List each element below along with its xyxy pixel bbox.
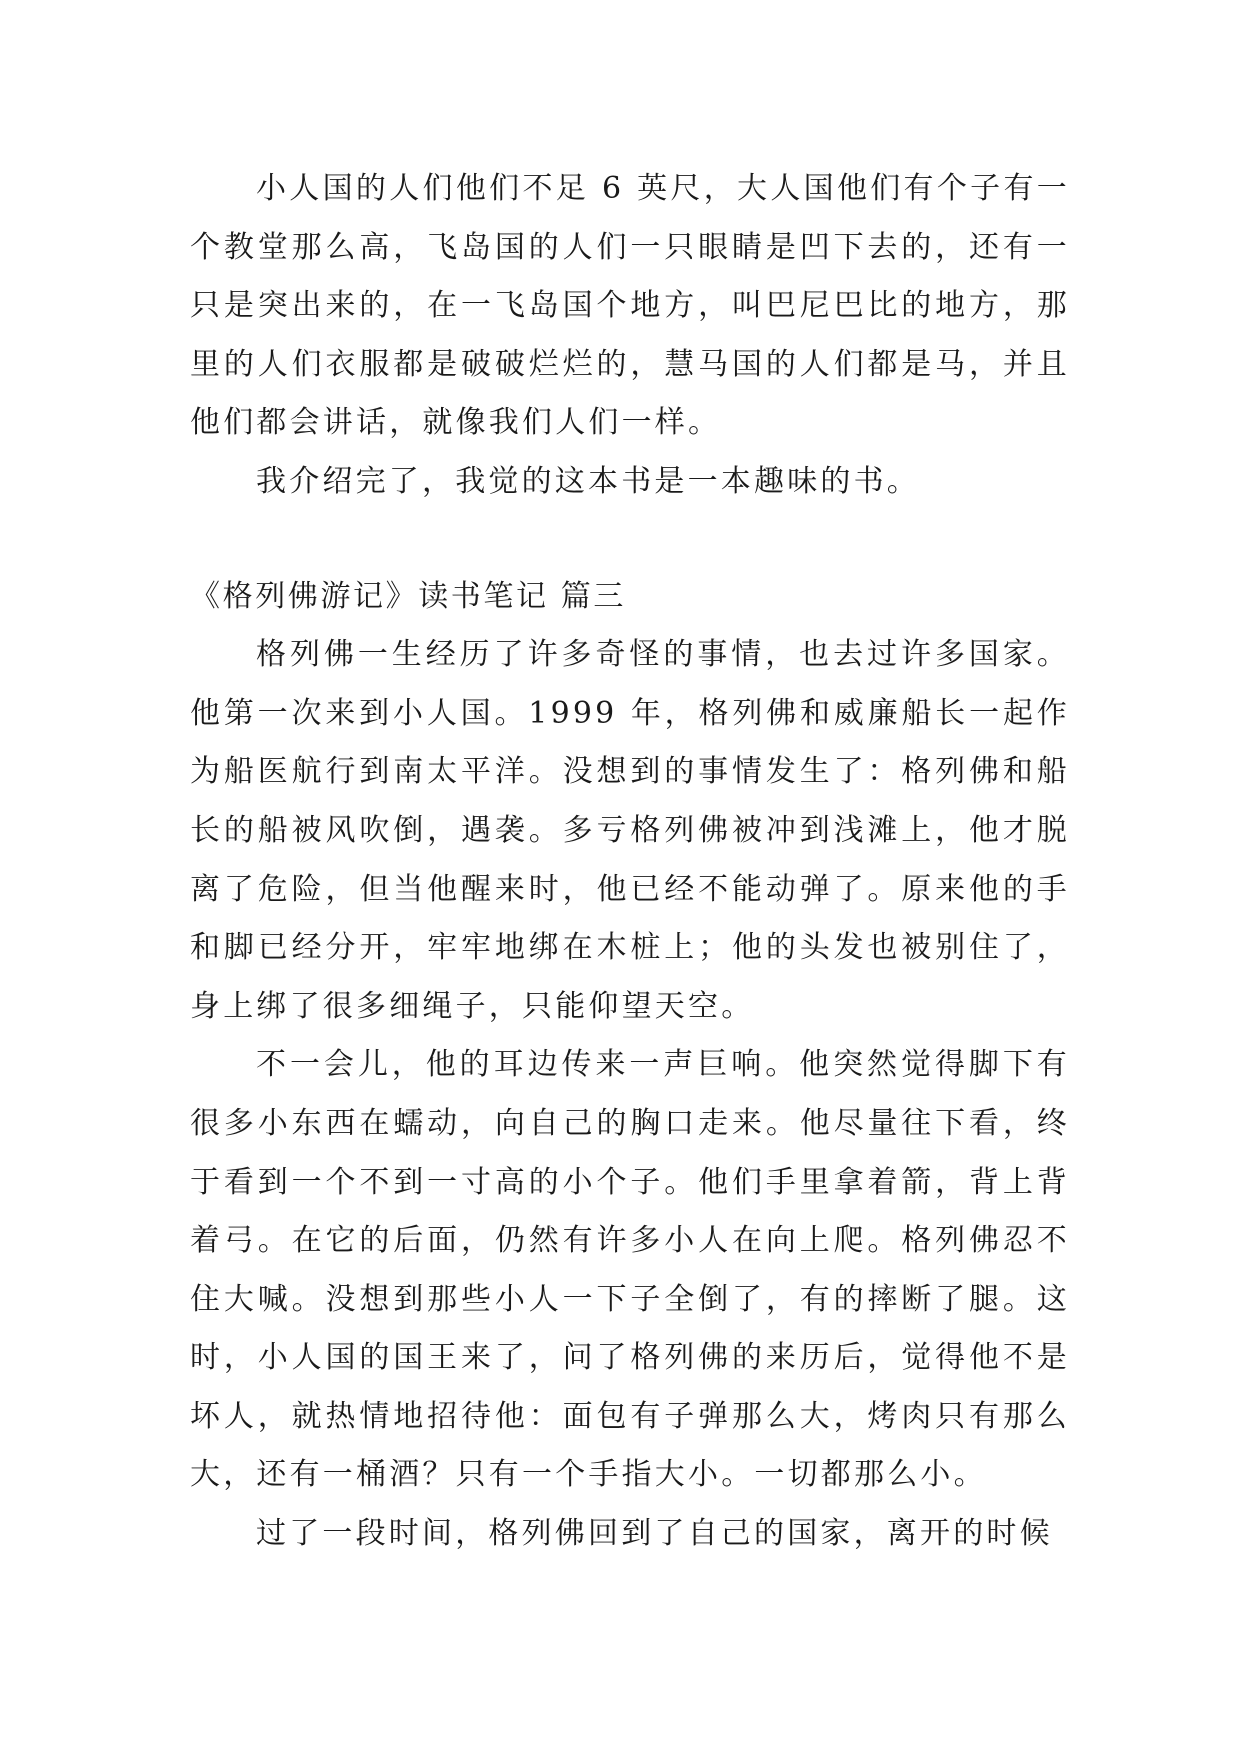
paragraph-conclusion: 我介绍完了，我觉的这本书是一本趣味的书。 bbox=[256, 463, 920, 499]
paragraph-little-people: 不一会儿，他的耳边传来一声巨响。他突然觉得脚下有很多小东西在蠕动，向自己的胸口走来。他尽量往下看，终于看到一个不到一寸高的小个子。他们手里拿着箭，背上背着弓。在它的后面，仍然有许多小人在向上爬。格列佛忍不住大喊。没想到那些小人一下子全倒了，有的摔断了腿。这时，小人国的国王来了，问了格列佛的来历后，觉得他不是坏人，就热情地招待他：面包有子弹那么大，烤肉只有那么大，还有一桶酒？只有一个手指大小。一切都那么小。 bbox=[190, 1047, 1070, 1493]
section-title: 《格列佛游记》读书笔记 篇三 bbox=[190, 578, 626, 614]
document-body bbox=[190, 160, 1070, 1564]
section-gap bbox=[190, 512, 1070, 568]
paragraph-countries: 小人国的人们他们不足 6 英尺，大人国他们有个子有一个教堂那么高，飞岛国的人们一只眼睛是凹下去的，还有一只是突出来的，在一飞岛国个地方，叫巴尼巴比的地方，那里的人们衣服都是破破烂烂的，慧马国的人们都是马，并且他们都会讲话，就像我们人们一样。 bbox=[190, 171, 1070, 441]
paragraph-return-home: 过了一段时间，格列佛回到了自己的国家，离开的时候 bbox=[256, 1516, 1053, 1552]
paragraph-shipwreck: 格列佛一生经历了许多奇怪的事情，也去过许多国家。他第一次来到小人国。1999 年，格列佛和威廉船长一起作为船医航行到南太平洋。没想到的事情发生了：格列佛和船长的船被风吹倒，遇袭。多亏格列佛被冲到浅滩上，他才脱离了危险，但当他醒来时，他已经不能动弹了。原来他的手和脚已经分开，牢牢地绑在木桩上；他的头发也被别住了，身上绑了很多细绳子，只能仰望天空。 bbox=[190, 637, 1070, 1024]
